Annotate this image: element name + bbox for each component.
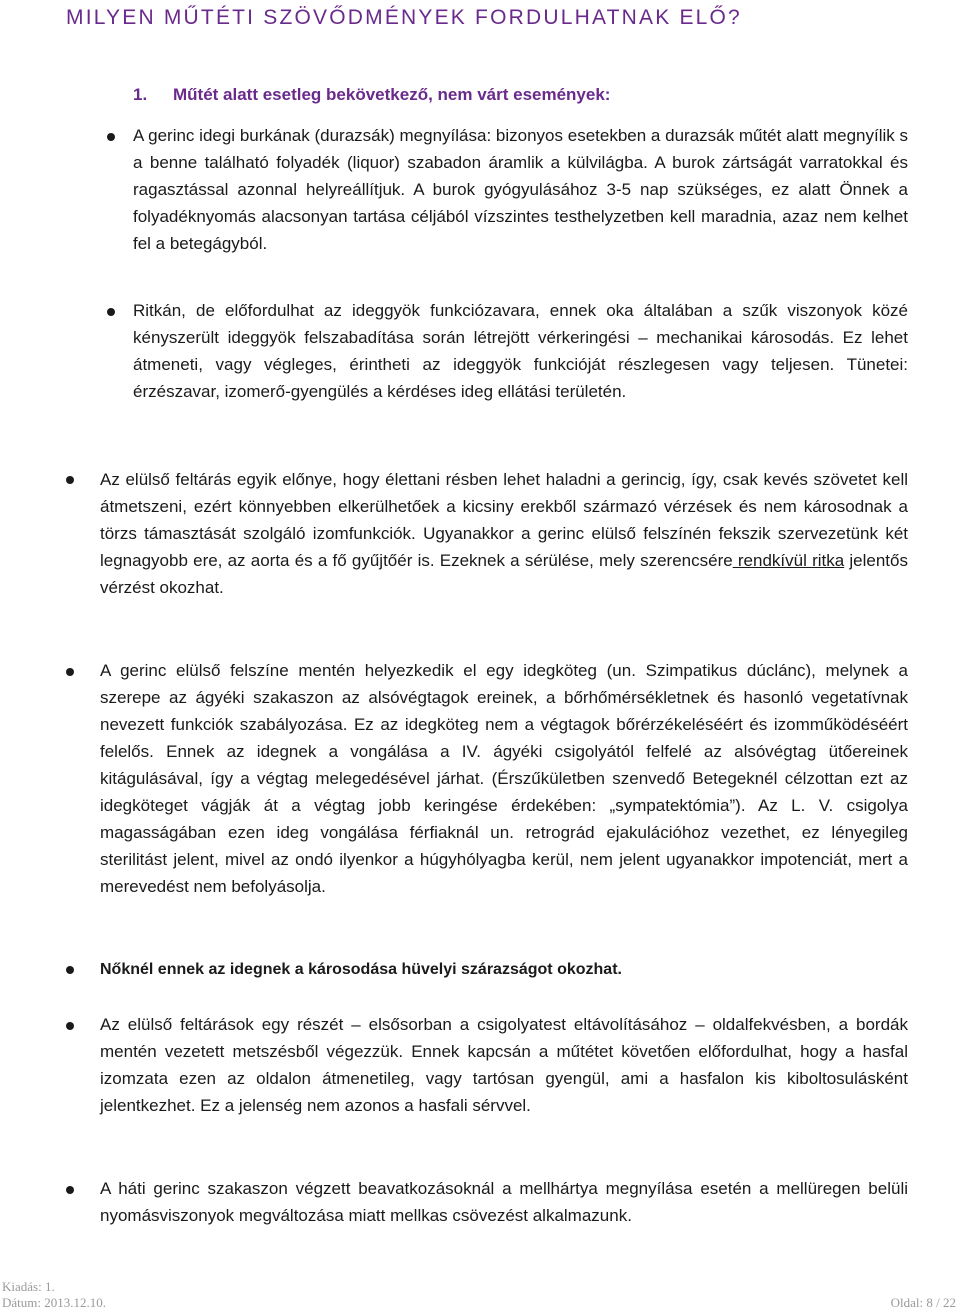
bullet-icon bbox=[66, 1186, 74, 1194]
section-number: 1. bbox=[133, 85, 148, 104]
bullet-icon bbox=[66, 1022, 74, 1030]
list-item: A gerinc idegi burkának (durazsák) megnyílása: bizonyos esetekben a durazsák műtét alatt megnyílik s a benne található folyadék (liquor) szabadon áramlik a külvilágba. A burok zártságát varratokkal és ragasztással azonnal helyreállítjuk. A burok gyógyulásához 3-5 nap szükséges, ez alatt Önnek a folyadéknyomás alacsonyan tartása céljából vízszintes testhelyzetben kell maradnia, azaz nem kelhet fel a betegágyból. bbox=[133, 126, 908, 253]
underlined-text: rendkívül ritka bbox=[732, 551, 845, 570]
bullet-icon bbox=[107, 308, 115, 316]
section-heading bbox=[133, 85, 913, 105]
footer-datum: Dátum: 2013.12.10. bbox=[2, 1295, 106, 1310]
footer-page-number: Oldal: 8 / 22 bbox=[890, 1295, 956, 1310]
bullet-icon bbox=[66, 966, 74, 974]
paragraph-thoracic: A háti gerinc szakaszon végzett beavatkozásoknál a mellhártya megnyílása esetén a mellüregen belüli nyomásviszonyok megváltozása miatt mellkas csövezést alkalmazunk. bbox=[100, 1179, 908, 1225]
bullet-icon bbox=[107, 133, 115, 141]
list-item: Ritkán, de előfordulhat az ideggyök funkciózavara, ennek oka általában a szűk viszonyok közé kényszerült ideggyök felszabadítása során létrejött vérkeringési – mechanikai károsodás. Ez lehet átmeneti, vagy végleges, érintheti az ideggyök funkcióját részlegesen vagy teljesen. Tünetei: érzészavar, izomerő-gyengülés a kérdéses ideg ellátási területén. bbox=[133, 301, 908, 401]
paragraph-text-end: jelentős vérzést okozhat. bbox=[100, 551, 908, 597]
bullet-icon bbox=[66, 668, 74, 676]
bullet-icon bbox=[66, 476, 74, 484]
paragraph-sympathetic-chain: A gerinc elülső felszíne mentén helyezkedik el egy idegköteg (un. Szimpatikus dúclánc), melynek a szerepe az ágyéki szakaszon az alsóvégtagok ereinek, a bőrhőmérsékletnek és hasonló vegetatívnak nevezett funkciók szabályozása. Ez az idegköteg nem a végtagok bőrérzékeléséért és izomműködéséért felelős. Ennek az idegnek a vongálása a IV. ágyéki csigolyától felfelé az alsóvégtag ütőereinek kitágulásával, így a végtag melegedésével járhat. (Érszűkületben szenvedő Betegeknél célzottan ezt az idegköteget vágják át a végtag jobb keringése érdekében: „sympatektómia”). Az L. V. csigolya magasságában ezen ideg vongálása férfiaknál un. retrográd ejakulációhoz vezethet, ez lényegileg sterilitást jelent, mivel az ondó ilyenkor a húgyhólyagba kerül, nem jelent ugyanakkor impotenciát, mert a merevedést nem befolyásolja. bbox=[100, 661, 908, 896]
section-heading-text: Műtét alatt esetleg bekövetkező, nem várt események: bbox=[173, 85, 611, 104]
page-title: MILYEN MŰTÉTI SZÖVŐDMÉNYEK FORDULHATNAK ELŐ? bbox=[66, 6, 742, 29]
paragraph-lateral-approach: Az elülső feltárások egy részét – elsősorban a csigolyatest eltávolításához – oldalfekvésben, a bordák mentén vezetett metszésből végezzük. Ennek kapcsán a műtétet követően előfordulhat, hogy a hasfal izomzata ezen az oldalon átmenetileg, vagy tartósan gyengül, ami a hasfalon kis kiboltosulásként jelentkezhet. Ez a jelenség nem azonos a hasfali sérvvel. bbox=[100, 1015, 908, 1115]
paragraph-women-note: Nőknél ennek az idegnek a károsodása hüvelyi szárazságot okozhat. bbox=[100, 961, 622, 978]
paragraph-text: Az elülső feltárás egyik előnye, hogy élettani résben lehet haladni a gerincig, így, csak kevés szövetet kell átmetszeni, ezért könnyebben elkerülhetőek a kicsiny erekből származó vérzések és nem károsodnak a törzs támasztását szolgáló izomfunkciók. Ugyanakkor a gerinc elülső felszínén fekszik szervezetünk két legnagyobb ere, az aorta és a fő gyűjtőér is. Ezeknek a sérülése, mely szerencsére bbox=[100, 470, 908, 570]
footer-kiadas: Kiadás: 1. bbox=[2, 1279, 55, 1294]
paragraph-anterior-approach bbox=[100, 466, 908, 601]
